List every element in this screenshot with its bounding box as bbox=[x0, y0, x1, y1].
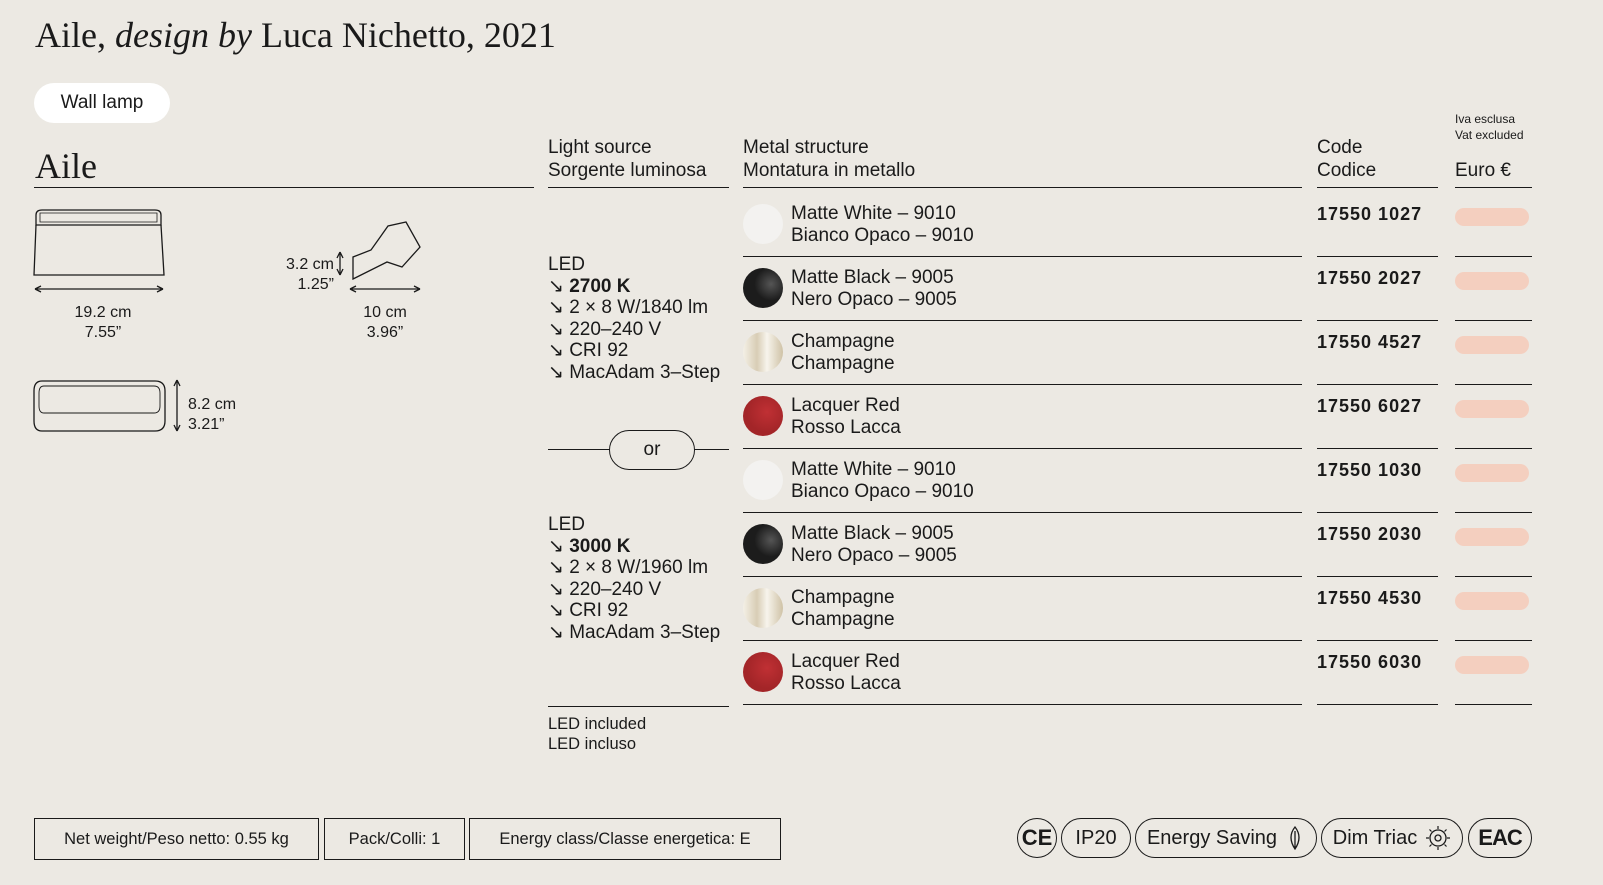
row-rule bbox=[1455, 640, 1532, 641]
arrow-icon: ↘ bbox=[548, 557, 564, 578]
finish-name-it: Nero Opaco – 9005 bbox=[791, 544, 957, 566]
row-rule bbox=[743, 320, 1302, 321]
price-rule bbox=[1455, 187, 1532, 188]
vat-it: Iva esclusa bbox=[1455, 112, 1516, 126]
side-label bbox=[188, 395, 236, 435]
product-code: 17550 6027 bbox=[1317, 396, 1423, 416]
price-redacted bbox=[1455, 528, 1529, 546]
light-source-it: Sorgente luminosa bbox=[548, 160, 707, 181]
arrow-icon: ↘ bbox=[548, 275, 564, 297]
row-rule bbox=[743, 512, 1302, 513]
net-weight-box: Net weight/Peso netto: 0.55 kg bbox=[34, 818, 319, 860]
dimmer-icon bbox=[1425, 825, 1451, 851]
finish-swatch bbox=[743, 204, 783, 244]
finish-name-it: Bianco Opaco – 9010 bbox=[791, 480, 974, 502]
finish-name bbox=[791, 267, 957, 310]
row-rule bbox=[1317, 640, 1438, 641]
power-spec: 2 × 8 W/1960 lm bbox=[569, 557, 709, 578]
height-in: 1.25” bbox=[297, 276, 334, 293]
finish-name-en: Lacquer Red bbox=[791, 651, 900, 672]
row-rule bbox=[743, 448, 1302, 449]
cri-spec: CRI 92 bbox=[569, 340, 629, 361]
lamp-front-icon bbox=[34, 225, 164, 275]
price-redacted bbox=[1455, 336, 1529, 354]
row-rule bbox=[1317, 576, 1438, 577]
leaf-icon bbox=[1285, 825, 1305, 851]
color-temp: 2700 K bbox=[569, 275, 631, 297]
eac-badge: EAC bbox=[1468, 818, 1532, 858]
title-prefix: Aile, bbox=[35, 15, 106, 55]
code-header bbox=[1317, 136, 1376, 182]
finish-swatch bbox=[743, 460, 783, 500]
row-rule bbox=[1317, 256, 1438, 257]
height-label bbox=[272, 255, 334, 295]
product-code: 17550 2027 bbox=[1317, 268, 1423, 288]
row-rule bbox=[1317, 448, 1438, 449]
led-label: LED bbox=[548, 514, 585, 535]
arrow-icon: ↘ bbox=[548, 600, 564, 621]
row-rule bbox=[1317, 704, 1438, 705]
row-rule bbox=[1317, 384, 1438, 385]
ip20-badge: IP20 bbox=[1061, 818, 1131, 858]
finish-swatch bbox=[743, 652, 783, 692]
ce-badge: CE bbox=[1017, 818, 1057, 858]
finish-swatch bbox=[743, 332, 783, 372]
row-rule bbox=[743, 384, 1302, 385]
finish-name-en: Matte Black – 9005 bbox=[791, 267, 954, 288]
finish-name bbox=[791, 395, 901, 438]
led-label: LED bbox=[548, 254, 585, 275]
finish-name-it: Champagne bbox=[791, 352, 895, 374]
arrow-icon: ↘ bbox=[548, 621, 564, 643]
row-rule bbox=[1455, 512, 1532, 513]
side-cm: 8.2 cm bbox=[188, 396, 237, 413]
price-redacted bbox=[1455, 592, 1529, 610]
finish-name-en: Lacquer Red bbox=[791, 395, 900, 416]
product-code: 17550 6030 bbox=[1317, 652, 1423, 672]
product-name: Aile bbox=[35, 146, 97, 186]
depth-cm: 10 cm bbox=[363, 304, 407, 321]
lamp-front-top-icon bbox=[36, 210, 161, 225]
row-rule bbox=[1317, 512, 1438, 513]
lamp-top-icon bbox=[34, 381, 165, 431]
finish-name-it: Bianco Opaco – 9010 bbox=[791, 224, 974, 246]
vat-en: Vat excluded bbox=[1455, 128, 1524, 142]
row-rule bbox=[743, 704, 1302, 705]
power-spec: 2 × 8 W/1840 lm bbox=[569, 297, 709, 318]
voltage-spec: 220–240 V bbox=[569, 578, 662, 600]
code-en: Code bbox=[1317, 137, 1363, 158]
side-in: 3.21” bbox=[188, 416, 225, 433]
price-redacted bbox=[1455, 400, 1529, 418]
price-redacted bbox=[1455, 272, 1529, 290]
finish-name-it: Champagne bbox=[791, 608, 895, 630]
row-rule bbox=[743, 640, 1302, 641]
width-label bbox=[58, 303, 148, 343]
finish-name-it: Rosso Lacca bbox=[791, 416, 901, 438]
finish-swatch bbox=[743, 524, 783, 564]
finish-name bbox=[791, 459, 974, 502]
price-redacted bbox=[1455, 464, 1529, 482]
light-source-2700k bbox=[548, 254, 720, 383]
row-rule bbox=[743, 256, 1302, 257]
finish-name-en: Matte White – 9010 bbox=[791, 203, 956, 224]
macadam-spec: MacAdam 3–Step bbox=[569, 361, 721, 383]
vat-note bbox=[1455, 111, 1524, 143]
metal-it: Montatura in metallo bbox=[743, 160, 916, 181]
led-included-en: LED included bbox=[548, 715, 647, 733]
arrow-icon: ↘ bbox=[548, 578, 564, 600]
finish-name bbox=[791, 523, 957, 566]
arrow-icon: ↘ bbox=[548, 340, 564, 361]
light-source-3000k bbox=[548, 514, 720, 643]
or-divider bbox=[548, 430, 728, 472]
depth-label bbox=[350, 303, 420, 343]
finish-name bbox=[791, 331, 895, 374]
row-rule bbox=[1455, 704, 1532, 705]
price-redacted bbox=[1455, 656, 1529, 674]
metal-rule bbox=[743, 187, 1302, 188]
arrow-icon: ↘ bbox=[548, 535, 564, 557]
finish-name bbox=[791, 203, 974, 246]
category-pill: Wall lamp bbox=[34, 83, 170, 123]
finish-name-it: Nero Opaco – 9005 bbox=[791, 288, 957, 310]
arrow-icon: ↘ bbox=[548, 361, 564, 383]
voltage-spec: 220–240 V bbox=[569, 318, 662, 340]
finish-name-en: Champagne bbox=[791, 587, 895, 608]
finish-name-en: Matte Black – 9005 bbox=[791, 523, 954, 544]
macadam-spec: MacAdam 3–Step bbox=[569, 621, 721, 643]
row-rule bbox=[1455, 448, 1532, 449]
product-code: 17550 4527 bbox=[1317, 332, 1423, 352]
product-code: 17550 1027 bbox=[1317, 204, 1423, 224]
energy-class-box: Energy class/Classe energetica: E bbox=[469, 818, 781, 860]
light-source-header bbox=[548, 136, 706, 182]
arrow-icon: ↘ bbox=[548, 297, 564, 318]
width-in: 7.55” bbox=[84, 324, 122, 341]
finish-name-en: Matte White – 9010 bbox=[791, 459, 956, 480]
led-rule bbox=[548, 706, 729, 707]
energy-saving-badge bbox=[1135, 818, 1317, 858]
product-rule bbox=[34, 187, 534, 188]
metal-header bbox=[743, 136, 915, 182]
finish-name-it: Rosso Lacca bbox=[791, 672, 901, 694]
row-rule bbox=[743, 576, 1302, 577]
row-rule bbox=[1455, 256, 1532, 257]
led-included-it: LED incluso bbox=[548, 735, 637, 753]
product-code: 17550 2030 bbox=[1317, 524, 1423, 544]
price-redacted bbox=[1455, 208, 1529, 226]
product-code: 17550 4530 bbox=[1317, 588, 1423, 608]
row-rule bbox=[1455, 384, 1532, 385]
code-rule bbox=[1317, 187, 1438, 188]
row-rule bbox=[1455, 576, 1532, 577]
dim-triac-label: Dim Triac bbox=[1332, 826, 1418, 849]
width-cm: 19.2 cm bbox=[74, 304, 132, 321]
product-code: 17550 1030 bbox=[1317, 460, 1423, 480]
finish-swatch bbox=[743, 396, 783, 436]
finish-swatch bbox=[743, 268, 783, 308]
led-included-note bbox=[548, 714, 646, 754]
light-source-rule bbox=[548, 187, 729, 188]
or-label: or bbox=[609, 430, 695, 470]
page-title bbox=[35, 14, 556, 56]
finish-name bbox=[791, 651, 901, 694]
code-it: Codice bbox=[1317, 160, 1377, 181]
finish-swatch bbox=[743, 588, 783, 628]
energy-saving-label: Energy Saving bbox=[1146, 826, 1278, 849]
row-rule bbox=[1317, 320, 1438, 321]
pack-box: Pack/Colli: 1 bbox=[324, 818, 465, 860]
arrow-icon: ↘ bbox=[548, 318, 564, 340]
depth-in: 3.96” bbox=[366, 324, 404, 341]
dim-triac-badge bbox=[1321, 818, 1463, 858]
height-cm: 3.2 cm bbox=[285, 256, 334, 273]
lamp-side-icon bbox=[353, 222, 420, 279]
metal-en: Metal structure bbox=[743, 137, 869, 158]
title-italic: design by bbox=[114, 15, 252, 55]
cri-spec: CRI 92 bbox=[569, 600, 629, 621]
color-temp: 3000 K bbox=[569, 535, 631, 557]
title-suffix: Luca Nichetto, 2021 bbox=[260, 15, 556, 55]
light-source-en: Light source bbox=[548, 137, 652, 158]
finish-name bbox=[791, 587, 895, 630]
finish-name-en: Champagne bbox=[791, 331, 895, 352]
price-header: Euro € bbox=[1455, 160, 1511, 181]
row-rule bbox=[1455, 320, 1532, 321]
